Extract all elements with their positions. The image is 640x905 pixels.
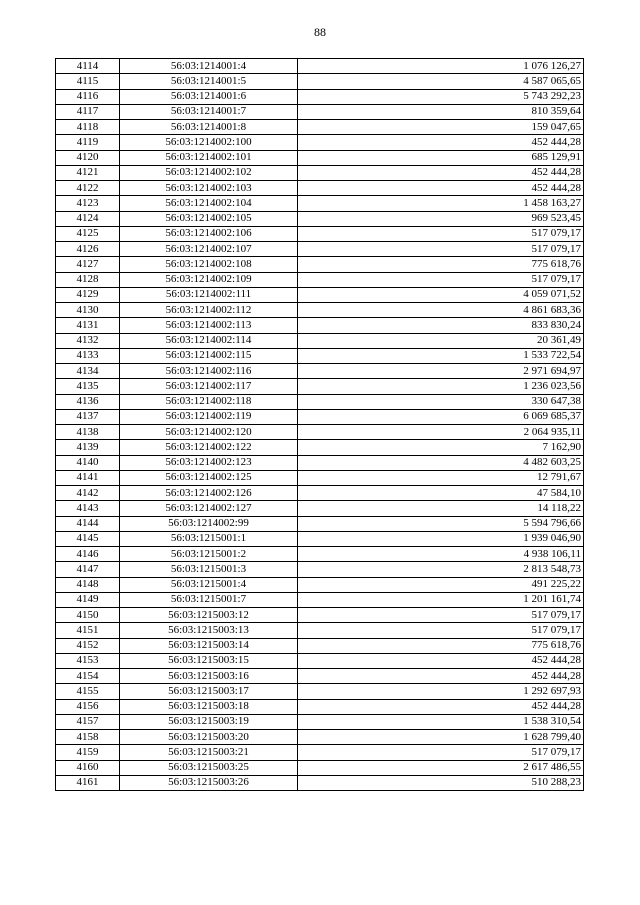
row-number-cell: 4157: [56, 714, 120, 729]
row-number-cell: 4153: [56, 653, 120, 668]
cadastral-number-cell: 56:03:1215003:15: [120, 653, 298, 668]
row-number-cell: 4128: [56, 272, 120, 287]
value-cell: 6 069 685,37: [298, 409, 584, 424]
value-cell: 5 743 292,23: [298, 89, 584, 104]
cadastral-number-cell: 56:03:1215001:4: [120, 577, 298, 592]
table-row: [56, 775, 584, 790]
value-cell: 517 079,17: [298, 608, 584, 623]
row-number-cell: 4159: [56, 745, 120, 760]
row-number-cell: 4115: [56, 74, 120, 89]
cadastral-number-cell: 56:03:1214002:117: [120, 379, 298, 394]
row-number-cell: 4125: [56, 226, 120, 241]
table-body: [56, 59, 584, 791]
table-row: [56, 287, 584, 302]
table-row: [56, 394, 584, 409]
table-row: [56, 531, 584, 546]
table-row: [56, 348, 584, 363]
row-number-cell: 4160: [56, 760, 120, 775]
cadastral-number-cell: 56:03:1214002:122: [120, 440, 298, 455]
value-cell: 1 076 126,27: [298, 59, 584, 74]
table-row: [56, 577, 584, 592]
row-number-cell: 4133: [56, 348, 120, 363]
row-number-cell: 4127: [56, 257, 120, 272]
row-number-cell: 4149: [56, 592, 120, 607]
table-row: [56, 623, 584, 638]
row-number-cell: 4124: [56, 211, 120, 226]
value-cell: 517 079,17: [298, 623, 584, 638]
cadastral-number-cell: 56:03:1214002:123: [120, 455, 298, 470]
cadastral-number-cell: 56:03:1215003:18: [120, 699, 298, 714]
table-row: [56, 196, 584, 211]
row-number-cell: 4152: [56, 638, 120, 653]
table-row: [56, 547, 584, 562]
cadastral-number-cell: 56:03:1214002:127: [120, 501, 298, 516]
row-number-cell: 4134: [56, 364, 120, 379]
cadastral-number-cell: 56:03:1215001:7: [120, 592, 298, 607]
value-cell: 1 458 163,27: [298, 196, 584, 211]
table-row: [56, 120, 584, 135]
row-number-cell: 4143: [56, 501, 120, 516]
cadastral-number-cell: 56:03:1214002:112: [120, 303, 298, 318]
cadastral-number-cell: 56:03:1215003:14: [120, 638, 298, 653]
value-cell: 7 162,90: [298, 440, 584, 455]
table-row: [56, 272, 584, 287]
cadastral-number-cell: 56:03:1214001:5: [120, 74, 298, 89]
value-cell: 810 359,64: [298, 104, 584, 119]
row-number-cell: 4147: [56, 562, 120, 577]
row-number-cell: 4142: [56, 486, 120, 501]
value-cell: 1 236 023,56: [298, 379, 584, 394]
cadastral-number-cell: 56:03:1214002:119: [120, 409, 298, 424]
value-cell: 517 079,17: [298, 745, 584, 760]
table-row: [56, 486, 584, 501]
row-number-cell: 4161: [56, 775, 120, 790]
cadastral-number-cell: 56:03:1214002:100: [120, 135, 298, 150]
value-cell: 330 647,38: [298, 394, 584, 409]
row-number-cell: 4155: [56, 684, 120, 699]
table-row: [56, 165, 584, 180]
cadastral-number-cell: 56:03:1215003:13: [120, 623, 298, 638]
row-number-cell: 4148: [56, 577, 120, 592]
row-number-cell: 4136: [56, 394, 120, 409]
table-row: [56, 257, 584, 272]
cadastral-number-cell: 56:03:1214002:113: [120, 318, 298, 333]
cadastral-number-cell: 56:03:1214002:101: [120, 150, 298, 165]
value-cell: 159 047,65: [298, 120, 584, 135]
table-row: [56, 470, 584, 485]
row-number-cell: 4158: [56, 730, 120, 745]
cadastral-number-cell: 56:03:1215003:12: [120, 608, 298, 623]
row-number-cell: 4141: [56, 470, 120, 485]
row-number-cell: 4144: [56, 516, 120, 531]
cadastral-number-cell: 56:03:1214002:105: [120, 211, 298, 226]
row-number-cell: 4120: [56, 150, 120, 165]
table-row: [56, 211, 584, 226]
value-cell: 452 444,28: [298, 653, 584, 668]
cadastral-number-cell: 56:03:1214001:4: [120, 59, 298, 74]
table-row: [56, 364, 584, 379]
cadastral-number-cell: 56:03:1215003:25: [120, 760, 298, 775]
table-row: [56, 409, 584, 424]
value-cell: 969 523,45: [298, 211, 584, 226]
row-number-cell: 4122: [56, 181, 120, 196]
row-number-cell: 4131: [56, 318, 120, 333]
value-cell: 4 938 106,11: [298, 547, 584, 562]
cadastral-number-cell: 56:03:1214001:8: [120, 120, 298, 135]
value-cell: 452 444,28: [298, 135, 584, 150]
table-row: [56, 745, 584, 760]
table-row: [56, 89, 584, 104]
value-cell: 47 584,10: [298, 486, 584, 501]
cadastral-number-cell: 56:03:1214002:102: [120, 165, 298, 180]
table-row: [56, 669, 584, 684]
table-row: [56, 714, 584, 729]
row-number-cell: 4138: [56, 425, 120, 440]
table-row: [56, 318, 584, 333]
row-number-cell: 4116: [56, 89, 120, 104]
row-number-cell: 4137: [56, 409, 120, 424]
value-cell: 517 079,17: [298, 272, 584, 287]
value-cell: 20 361,49: [298, 333, 584, 348]
row-number-cell: 4145: [56, 531, 120, 546]
value-cell: 5 594 796,66: [298, 516, 584, 531]
cadastral-number-cell: 56:03:1214002:106: [120, 226, 298, 241]
value-cell: 2 617 486,55: [298, 760, 584, 775]
cadastral-number-cell: 56:03:1214002:108: [120, 257, 298, 272]
value-cell: 4 861 683,36: [298, 303, 584, 318]
row-number-cell: 4123: [56, 196, 120, 211]
value-cell: 2 813 548,73: [298, 562, 584, 577]
cadastral-number-cell: 56:03:1214002:115: [120, 348, 298, 363]
row-number-cell: 4146: [56, 547, 120, 562]
table-row: [56, 303, 584, 318]
table-row: [56, 501, 584, 516]
row-number-cell: 4118: [56, 120, 120, 135]
page-number: 88: [314, 25, 326, 39]
value-cell: 1 538 310,54: [298, 714, 584, 729]
table-row: [56, 74, 584, 89]
row-number-cell: 4126: [56, 242, 120, 257]
table-row: [56, 684, 584, 699]
table-row: [56, 59, 584, 74]
row-number-cell: 4119: [56, 135, 120, 150]
row-number-cell: 4114: [56, 59, 120, 74]
table-row: [56, 226, 584, 241]
cadastral-number-cell: 56:03:1215003:16: [120, 669, 298, 684]
value-cell: 12 791,67: [298, 470, 584, 485]
value-cell: 452 444,28: [298, 181, 584, 196]
cadastral-number-cell: 56:03:1214002:104: [120, 196, 298, 211]
cadastral-number-cell: 56:03:1214002:109: [120, 272, 298, 287]
value-cell: 517 079,17: [298, 242, 584, 257]
table-row: [56, 699, 584, 714]
value-cell: 452 444,28: [298, 669, 584, 684]
cadastral-number-cell: 56:03:1214001:6: [120, 89, 298, 104]
cadastral-number-cell: 56:03:1215003:20: [120, 730, 298, 745]
table-row: [56, 242, 584, 257]
table-row: [56, 135, 584, 150]
cadastral-number-cell: 56:03:1214002:99: [120, 516, 298, 531]
table-row: [56, 638, 584, 653]
row-number-cell: 4130: [56, 303, 120, 318]
value-cell: 775 618,76: [298, 257, 584, 272]
cadastral-number-cell: 56:03:1215001:3: [120, 562, 298, 577]
value-cell: 491 225,22: [298, 577, 584, 592]
row-number-cell: 4156: [56, 699, 120, 714]
value-cell: 4 482 603,25: [298, 455, 584, 470]
table-row: [56, 592, 584, 607]
row-number-cell: 4129: [56, 287, 120, 302]
value-cell: 517 079,17: [298, 226, 584, 241]
row-number-cell: 4151: [56, 623, 120, 638]
value-cell: 4 059 071,52: [298, 287, 584, 302]
cadastral-number-cell: 56:03:1214002:116: [120, 364, 298, 379]
value-cell: 685 129,91: [298, 150, 584, 165]
row-number-cell: 4121: [56, 165, 120, 180]
cadastral-number-cell: 56:03:1214002:107: [120, 242, 298, 257]
table-row: [56, 455, 584, 470]
table-row: [56, 608, 584, 623]
cadastral-number-cell: 56:03:1215003:19: [120, 714, 298, 729]
row-number-cell: 4117: [56, 104, 120, 119]
value-cell: 452 444,28: [298, 165, 584, 180]
value-cell: 1 533 722,54: [298, 348, 584, 363]
table-row: [56, 181, 584, 196]
table-row: [56, 516, 584, 531]
cadastral-number-cell: 56:03:1214002:118: [120, 394, 298, 409]
value-cell: 775 618,76: [298, 638, 584, 653]
cadastral-number-cell: 56:03:1214002:120: [120, 425, 298, 440]
cadastral-number-cell: 56:03:1215003:26: [120, 775, 298, 790]
cadastral-number-cell: 56:03:1214002:126: [120, 486, 298, 501]
value-cell: 14 118,22: [298, 501, 584, 516]
value-cell: 833 830,24: [298, 318, 584, 333]
value-cell: 510 288,23: [298, 775, 584, 790]
table-row: [56, 730, 584, 745]
cadastral-number-cell: 56:03:1215001:2: [120, 547, 298, 562]
value-cell: 452 444,28: [298, 699, 584, 714]
row-number-cell: 4135: [56, 379, 120, 394]
table-row: [56, 104, 584, 119]
cadastral-number-cell: 56:03:1214002:103: [120, 181, 298, 196]
cadastral-value-table: [55, 58, 584, 791]
row-number-cell: 4139: [56, 440, 120, 455]
cadastral-number-cell: 56:03:1214002:114: [120, 333, 298, 348]
cadastral-number-cell: 56:03:1214002:111: [120, 287, 298, 302]
row-number-cell: 4150: [56, 608, 120, 623]
row-number-cell: 4132: [56, 333, 120, 348]
cadastral-number-cell: 56:03:1214002:125: [120, 470, 298, 485]
table-row: [56, 440, 584, 455]
table-row: [56, 379, 584, 394]
cadastral-number-cell: 56:03:1215003:17: [120, 684, 298, 699]
value-cell: 1 628 799,40: [298, 730, 584, 745]
value-cell: 1 939 046,90: [298, 531, 584, 546]
table-row: [56, 653, 584, 668]
value-cell: 4 587 065,65: [298, 74, 584, 89]
table-row: [56, 562, 584, 577]
table-row: [56, 150, 584, 165]
value-cell: 1 201 161,74: [298, 592, 584, 607]
table-row: [56, 425, 584, 440]
row-number-cell: 4154: [56, 669, 120, 684]
cadastral-number-cell: 56:03:1215003:21: [120, 745, 298, 760]
value-cell: 1 292 697,93: [298, 684, 584, 699]
row-number-cell: 4140: [56, 455, 120, 470]
table-row: [56, 760, 584, 775]
cadastral-number-cell: 56:03:1215001:1: [120, 531, 298, 546]
value-cell: 2 971 694,97: [298, 364, 584, 379]
table-row: [56, 333, 584, 348]
cadastral-number-cell: 56:03:1214001:7: [120, 104, 298, 119]
value-cell: 2 064 935,11: [298, 425, 584, 440]
